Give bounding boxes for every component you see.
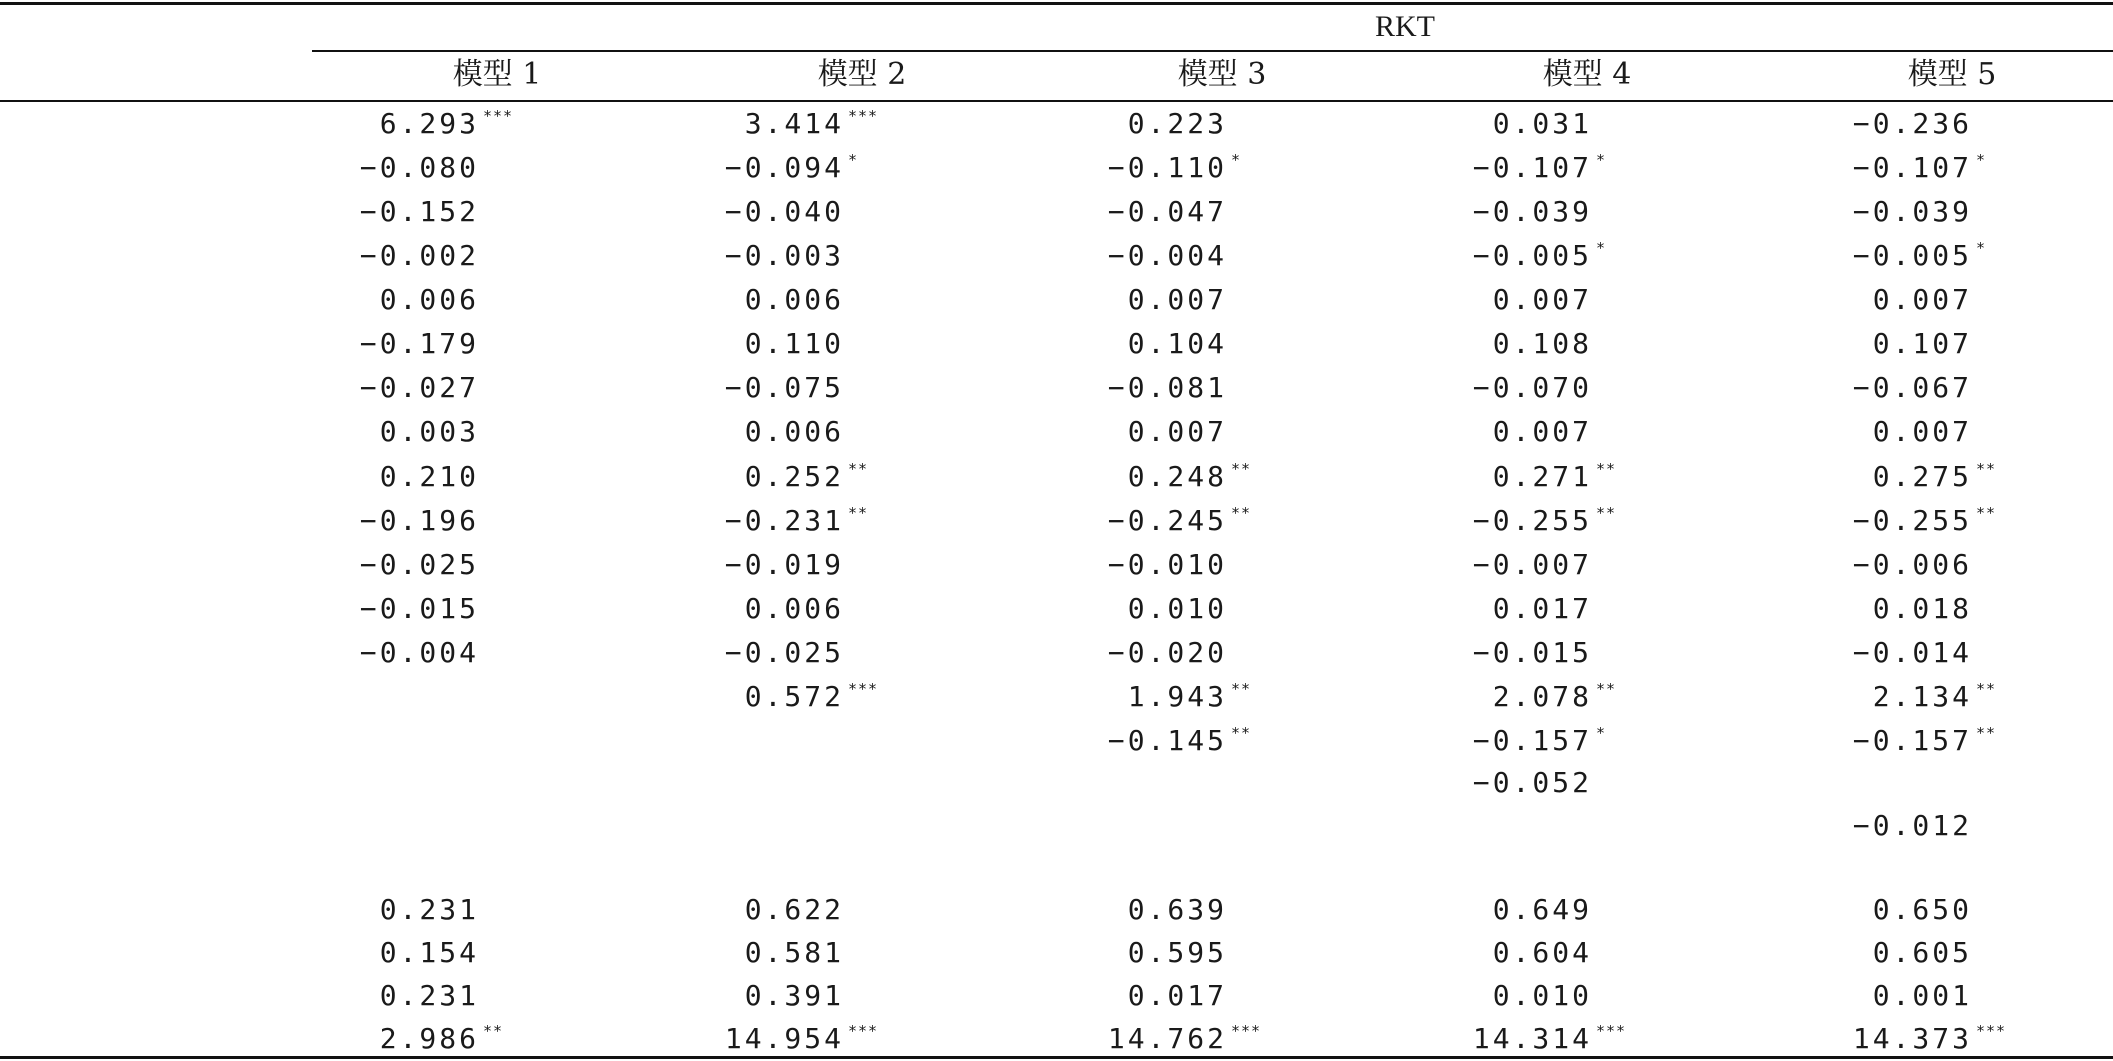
cell-value: −0.010	[1107, 548, 1227, 581]
table-cell	[1852, 107, 2010, 140]
table-cell	[1492, 415, 1630, 448]
table-cell	[1472, 548, 1630, 581]
cell-value: −0.004	[359, 636, 479, 669]
group-header-rkt: RKT	[1375, 10, 1435, 43]
significance-stars: **	[1976, 504, 1997, 522]
cell-value: 6.293	[379, 107, 479, 140]
cell-value: 0.007	[1872, 415, 1972, 448]
table-cell	[1852, 504, 2010, 537]
cell-value: −0.039	[1472, 195, 1592, 228]
table-cell	[1492, 283, 1630, 316]
column-header-model-3: 模型 3	[1177, 57, 1267, 92]
cell-value: −0.015	[1472, 636, 1592, 669]
table-cell	[359, 371, 517, 404]
cell-value: 0.007	[1127, 415, 1227, 448]
table-cell	[724, 371, 882, 404]
table-cell	[744, 979, 882, 1012]
cell-value: −0.019	[724, 548, 844, 581]
table-cell	[379, 936, 517, 969]
significance-stars: **	[848, 460, 869, 478]
table-cell	[744, 936, 882, 969]
table-cell	[724, 239, 882, 272]
table-cell	[1127, 936, 1265, 969]
cell-value: 0.605	[1872, 936, 1972, 969]
table-cell	[379, 893, 517, 926]
header-rule	[0, 100, 2113, 102]
table-cell	[1872, 893, 2010, 926]
table-cell	[1127, 415, 1265, 448]
table-cell	[1472, 195, 1630, 228]
table-cell	[1107, 548, 1265, 581]
cell-value: −0.027	[359, 371, 479, 404]
significance-stars: ***	[848, 680, 879, 698]
table-cell	[744, 283, 882, 316]
cell-value: −0.075	[724, 371, 844, 404]
cell-value: −0.039	[1852, 195, 1972, 228]
table-cell	[359, 636, 517, 669]
significance-stars: *	[1976, 151, 1987, 169]
table-cell	[1472, 724, 1630, 757]
table-cell	[379, 1022, 517, 1055]
significance-stars: **	[1976, 724, 1997, 742]
table-cell	[359, 548, 517, 581]
significance-stars: ***	[483, 107, 514, 125]
significance-stars: **	[1231, 504, 1252, 522]
table-cell	[1872, 979, 2010, 1012]
group-underline	[312, 50, 2113, 52]
cell-value: 0.110	[744, 327, 844, 360]
cell-value: −0.081	[1107, 371, 1227, 404]
bottom-rule	[0, 1056, 2113, 1059]
cell-value: 14.762	[1107, 1022, 1227, 1055]
cell-value: 0.107	[1872, 327, 1972, 360]
cell-value: 0.006	[744, 415, 844, 448]
cell-value: 0.010	[1127, 592, 1227, 625]
cell-value: 0.017	[1492, 592, 1592, 625]
cell-value: −0.231	[724, 504, 844, 537]
column-header-model-1: 模型 1	[452, 57, 542, 92]
significance-stars: *	[1596, 239, 1607, 257]
cell-value: 0.003	[379, 415, 479, 448]
table-cell	[1492, 327, 1630, 360]
cell-value: −0.157	[1472, 724, 1592, 757]
cell-value: −0.080	[359, 151, 479, 184]
significance-stars: **	[1976, 460, 1997, 478]
table-cell	[359, 195, 517, 228]
table-cell	[724, 1022, 882, 1055]
significance-stars: *	[1596, 151, 1607, 169]
table-cell	[359, 504, 517, 537]
significance-stars: **	[1231, 460, 1252, 478]
table-cell	[1472, 504, 1630, 537]
table-cell	[1872, 680, 2010, 713]
cell-value: −0.015	[359, 592, 479, 625]
cell-value: 0.650	[1872, 893, 1972, 926]
table-cell	[744, 893, 882, 926]
table-cell	[1127, 893, 1265, 926]
table-cell	[359, 151, 517, 184]
table-cell	[744, 592, 882, 625]
table-cell	[1472, 371, 1630, 404]
cell-value: −0.047	[1107, 195, 1227, 228]
cell-value: 0.104	[1127, 327, 1227, 360]
table-cell	[744, 327, 882, 360]
cell-value: 0.006	[379, 283, 479, 316]
cell-value: −0.025	[359, 548, 479, 581]
table-cell	[1492, 893, 1630, 926]
cell-value: 0.210	[379, 460, 479, 493]
table-cell	[724, 504, 882, 537]
table-cell	[1492, 592, 1630, 625]
cell-value: 0.391	[744, 979, 844, 1012]
table-cell	[1852, 548, 2010, 581]
significance-stars: **	[1596, 680, 1617, 698]
table-cell	[1872, 592, 2010, 625]
cell-value: −0.196	[359, 504, 479, 537]
cell-value: 14.373	[1852, 1022, 1972, 1055]
table-cell	[1472, 636, 1630, 669]
table-cell	[1852, 371, 2010, 404]
table-cell	[744, 107, 882, 140]
cell-value: 0.154	[379, 936, 479, 969]
table-cell	[1872, 415, 2010, 448]
cell-value: 0.018	[1872, 592, 1972, 625]
cell-value: −0.020	[1107, 636, 1227, 669]
cell-value: 0.275	[1872, 460, 1972, 493]
cell-value: 0.007	[1492, 283, 1592, 316]
cell-value: 0.595	[1127, 936, 1227, 969]
cell-value: 0.271	[1492, 460, 1592, 493]
table-cell	[1127, 107, 1265, 140]
table-cell	[1492, 460, 1630, 493]
table-cell	[1872, 327, 2010, 360]
table-cell	[379, 283, 517, 316]
cell-value: −0.152	[359, 195, 479, 228]
table-cell	[1107, 195, 1265, 228]
cell-value: −0.255	[1852, 504, 1972, 537]
cell-value: −0.006	[1852, 548, 1972, 581]
cell-value: −0.005	[1852, 239, 1972, 272]
cell-value: −0.003	[724, 239, 844, 272]
table-cell	[1127, 460, 1265, 493]
cell-value: −0.025	[724, 636, 844, 669]
significance-stars: **	[1231, 724, 1252, 742]
column-header-model-5: 模型 5	[1907, 57, 1997, 92]
table-cell	[379, 415, 517, 448]
table-cell	[1492, 936, 1630, 969]
cell-value: −0.110	[1107, 151, 1227, 184]
table-cell	[379, 460, 517, 493]
column-header-model-4: 模型 4	[1542, 57, 1632, 92]
cell-value: −0.157	[1852, 724, 1972, 757]
cell-value: 0.001	[1872, 979, 1972, 1012]
cell-value: 0.649	[1492, 893, 1592, 926]
cell-value: −0.067	[1852, 371, 1972, 404]
table-cell	[1107, 239, 1265, 272]
significance-stars: **	[483, 1022, 504, 1040]
cell-value: −0.145	[1107, 724, 1227, 757]
significance-stars: ***	[1231, 1022, 1262, 1040]
significance-stars: **	[1596, 504, 1617, 522]
cell-value: 0.108	[1492, 327, 1592, 360]
table-cell	[1852, 239, 2010, 272]
table-cell	[1472, 766, 1630, 799]
table-cell	[1872, 283, 2010, 316]
significance-stars: **	[1231, 680, 1252, 698]
table-cell	[1107, 151, 1265, 184]
table-cell	[1127, 327, 1265, 360]
table-cell	[359, 327, 517, 360]
cell-value: 0.031	[1492, 107, 1592, 140]
table-cell	[1852, 1022, 2010, 1055]
significance-stars: **	[1976, 680, 1997, 698]
cell-value: −0.107	[1472, 151, 1592, 184]
cell-value: 0.572	[744, 680, 844, 713]
cell-value: −0.236	[1852, 107, 1972, 140]
table-cell	[1107, 724, 1265, 757]
significance-stars: *	[1596, 724, 1607, 742]
table-cell	[1492, 680, 1630, 713]
cell-value: 2.078	[1492, 680, 1592, 713]
significance-stars: ***	[848, 1022, 879, 1040]
cell-value: 3.414	[744, 107, 844, 140]
table-cell	[359, 239, 517, 272]
cell-value: −0.070	[1472, 371, 1592, 404]
cell-value: −0.014	[1852, 636, 1972, 669]
table-cell	[1492, 979, 1630, 1012]
table-cell	[1852, 809, 2010, 842]
significance-stars: ***	[1976, 1022, 2007, 1040]
cell-value: 1.943	[1127, 680, 1227, 713]
top-rule	[0, 2, 2113, 5]
cell-value: −0.052	[1472, 766, 1592, 799]
table-cell	[724, 636, 882, 669]
cell-value: −0.255	[1472, 504, 1592, 537]
table-cell	[359, 592, 517, 625]
table-cell	[744, 415, 882, 448]
cell-value: −0.179	[359, 327, 479, 360]
cell-value: 0.639	[1127, 893, 1227, 926]
cell-value: 0.581	[744, 936, 844, 969]
cell-value: −0.245	[1107, 504, 1227, 537]
table-cell	[1852, 724, 2010, 757]
cell-value: 14.314	[1472, 1022, 1592, 1055]
table-cell	[1872, 460, 2010, 493]
table-cell	[1107, 1022, 1265, 1055]
cell-value: 0.017	[1127, 979, 1227, 1012]
table-cell	[1852, 195, 2010, 228]
cell-value: −0.005	[1472, 239, 1592, 272]
table-cell	[1852, 151, 2010, 184]
cell-value: −0.002	[359, 239, 479, 272]
table-cell	[724, 151, 882, 184]
cell-value: 0.231	[379, 979, 479, 1012]
cell-value: −0.004	[1107, 239, 1227, 272]
cell-value: −0.007	[1472, 548, 1592, 581]
cell-value: 0.007	[1127, 283, 1227, 316]
table-cell	[724, 195, 882, 228]
cell-value: 0.604	[1492, 936, 1592, 969]
cell-value: 0.006	[744, 592, 844, 625]
cell-value: −0.012	[1852, 809, 1972, 842]
table-cell	[1107, 636, 1265, 669]
cell-value: −0.040	[724, 195, 844, 228]
significance-stars: *	[1976, 239, 1987, 257]
cell-value: 0.010	[1492, 979, 1592, 1012]
significance-stars: *	[848, 151, 859, 169]
significance-stars: **	[848, 504, 869, 522]
table-cell	[1872, 936, 2010, 969]
table-cell	[1127, 592, 1265, 625]
cell-value: 0.007	[1872, 283, 1972, 316]
cell-value: 0.622	[744, 893, 844, 926]
table-cell	[379, 107, 517, 140]
significance-stars: ***	[848, 107, 879, 125]
table-cell	[1472, 1022, 1630, 1055]
significance-stars: ***	[1596, 1022, 1627, 1040]
cell-value: 0.248	[1127, 460, 1227, 493]
cell-value: 14.954	[724, 1022, 844, 1055]
table-cell	[1472, 239, 1630, 272]
cell-value: −0.094	[724, 151, 844, 184]
table-cell	[1107, 504, 1265, 537]
table-cell	[1107, 371, 1265, 404]
table-cell	[724, 548, 882, 581]
significance-stars: **	[1596, 460, 1617, 478]
table-cell	[744, 680, 882, 713]
table-cell	[1492, 107, 1630, 140]
cell-value: 2.986	[379, 1022, 479, 1055]
cell-value: 0.252	[744, 460, 844, 493]
cell-value: 0.223	[1127, 107, 1227, 140]
table-cell	[744, 460, 882, 493]
column-header-model-2: 模型 2	[817, 57, 907, 92]
cell-value: 0.007	[1492, 415, 1592, 448]
table-cell	[1852, 636, 2010, 669]
table-cell	[1472, 151, 1630, 184]
cell-value: 0.231	[379, 893, 479, 926]
table-cell	[1127, 979, 1265, 1012]
significance-stars: *	[1231, 151, 1242, 169]
cell-value: −0.107	[1852, 151, 1972, 184]
cell-value: 2.134	[1872, 680, 1972, 713]
table-cell	[1127, 283, 1265, 316]
table-cell	[1127, 680, 1265, 713]
table-cell	[379, 979, 517, 1012]
cell-value: 0.006	[744, 283, 844, 316]
